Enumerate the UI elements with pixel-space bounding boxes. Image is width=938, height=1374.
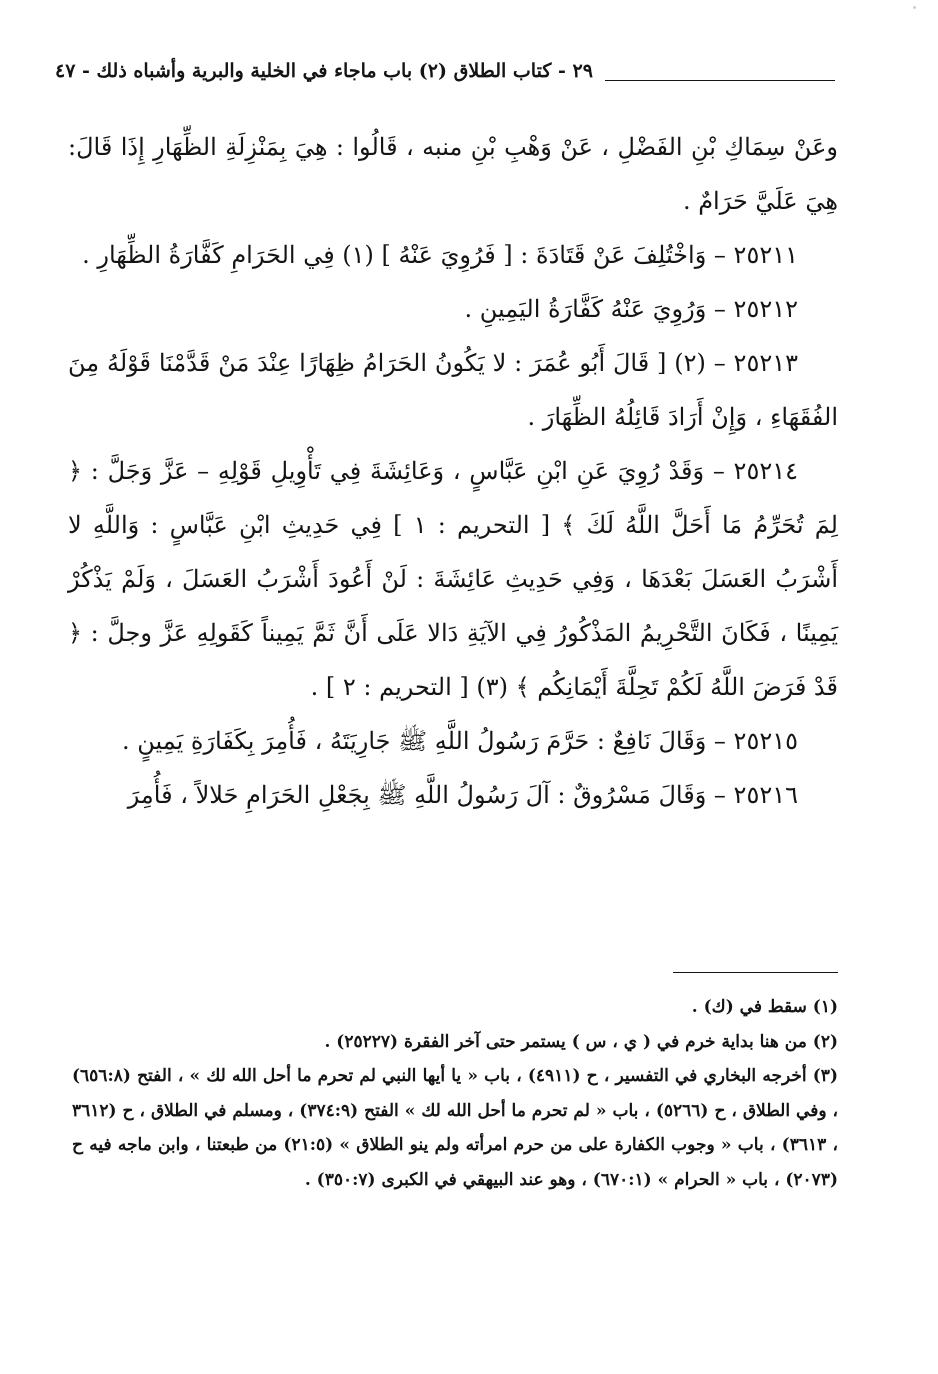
paragraph-25211: ٢٥٢١١ – وَاخْتُلِفَ عَنْ قَتَادَةَ : [ فَرُوِيَ عَنْهُ ] (١) فِي الحَرَامِ كَفَّارَةُ الظِّهَارِ . xyxy=(82,241,798,269)
paragraph-25216: ٢٥٢١٦ – وَقَالَ مَسْرُوقٌ : آلَ رَسُولُ اللَّهِ ﷺ بِجَعْلِ الحَرَامِ حَلالاً ، فَأُمِرَ xyxy=(127,781,798,809)
footnotes xyxy=(72,990,838,1197)
paragraph-25215: ٢٥٢١٥ – وَقَالَ نَافِعٌ : حَرَّمَ رَسُولُ اللَّهِ ﷺ جَارِيَتَهُ ، فَأُمِرَ بِكَفَارَةِ يَمِينٍ . xyxy=(121,727,798,755)
main-text xyxy=(68,120,838,822)
paragraph-25214: ٢٥٢١٤ – وَقَدْ رُوِيَ عَنِ ابْنِ عَبَّاسٍ ، وَعَائِشَةَ فِي تَأْوِيلِ قَوْلِهِ – عَزَّ وَجَلَّ : ﴿ لِمَ تُحَرِّمُ مَا أَحَلَّ اللَّهُ لَكَ ﴾ [ التحريم : ١ ] فِي حَدِيثِ ابْنِ عَبَّاسٍ : وَاللَّهِ لا أَشْرَبُ العَسَلَ بَعْدَهَا ، وَفِي حَدِيثِ عَائِشَةَ : لَنْ أَعُودَ أَشْرَبُ العَسَلَ ، وَلَمْ يَذْكُرْ يَمِينًا ، فَكَانَ التَّحْرِيمُ المَذْكُورُ فِي الآيَةِ دَالا عَلَى أَنَّ ثَمَّ يَمِيناً كَقَولِهِ عَزَّ وجلَّ : ﴿ قَدْ فَرَضَ اللَّهُ لَكُمْ تَحِلَّةَ أَيْمَانِكُم ﴾ (٣) [ التحريم : ٢ ] . xyxy=(68,457,838,701)
running-title: ٢٩ - كتاب الطلاق (٢) باب ماجاء في الخلية والبرية وأشباه ذلك - ٤٧ xyxy=(55,60,593,82)
header-rule xyxy=(605,80,835,81)
paragraph-intro: وعَنْ سِمَاكِ بْنِ الفَضْلِ ، عَنْ وَهْبِ بْنِ منبه ، قَالُوا : هِيَ بِمَنْزِلَةِ الظِّهَارِ إِذَا قَالَ: هِيَ عَلَيَّ حَرَامٌ . xyxy=(68,133,838,215)
scan-speck xyxy=(913,6,916,9)
footnote-3: (٣) أخرجه البخاري في التفسير ، ح (٤٩١١) ، باب « يا أيها النبي لم تحرم ما أحل الله لك » ، الفتح (٦٥٦:٨) ، وفي الطلاق ، ح (٥٢٦٦) ، باب « لم تحرم ما أحل الله لك » الفتح (٣٧٤:٩) ، ومسلم في الطلاق ، ح (٣٦١٢ ، ٣٦١٣) ، باب « وجوب الكفارة على من حرم امرأته ولم ينو الطلاق » (٢١:٥) من طبعتنا ، وابن ماجه فيه ح (٢٠٧٣) ، باب « الحرام » (٦٧٠:١) ، وهو عند البيهقي في الكبرى (٣٥٠:٧) . xyxy=(72,1066,838,1190)
footnote-1: (١) سقط في (ك) . xyxy=(691,997,838,1017)
footnote-2: (٢) من هنا بداية خرم في ( ي ، س ) يستمر حتى آخر الفقرة (٢٥٢٢٧) . xyxy=(324,1031,838,1052)
paragraph-25213: ٢٥٢١٣ – (٢) [ قَالَ أَبُو عُمَرَ : لا يَكُونُ الحَرَامُ ظِهَارًا عِنْدَ مَنْ قَدَّمْنَا قَوْلَهُ مِنَ الفُقَهَاءِ ، وَإِنْ أَرَادَ قَائِلُهُ الظِّهَارَ . xyxy=(68,349,838,431)
paragraph-25212: ٢٥٢١٢ – وَرُوِيَ عَنْهُ كَفَّارَةُ اليَمِينِ . xyxy=(464,295,798,323)
running-header xyxy=(55,60,835,100)
footnote-separator xyxy=(673,972,838,973)
